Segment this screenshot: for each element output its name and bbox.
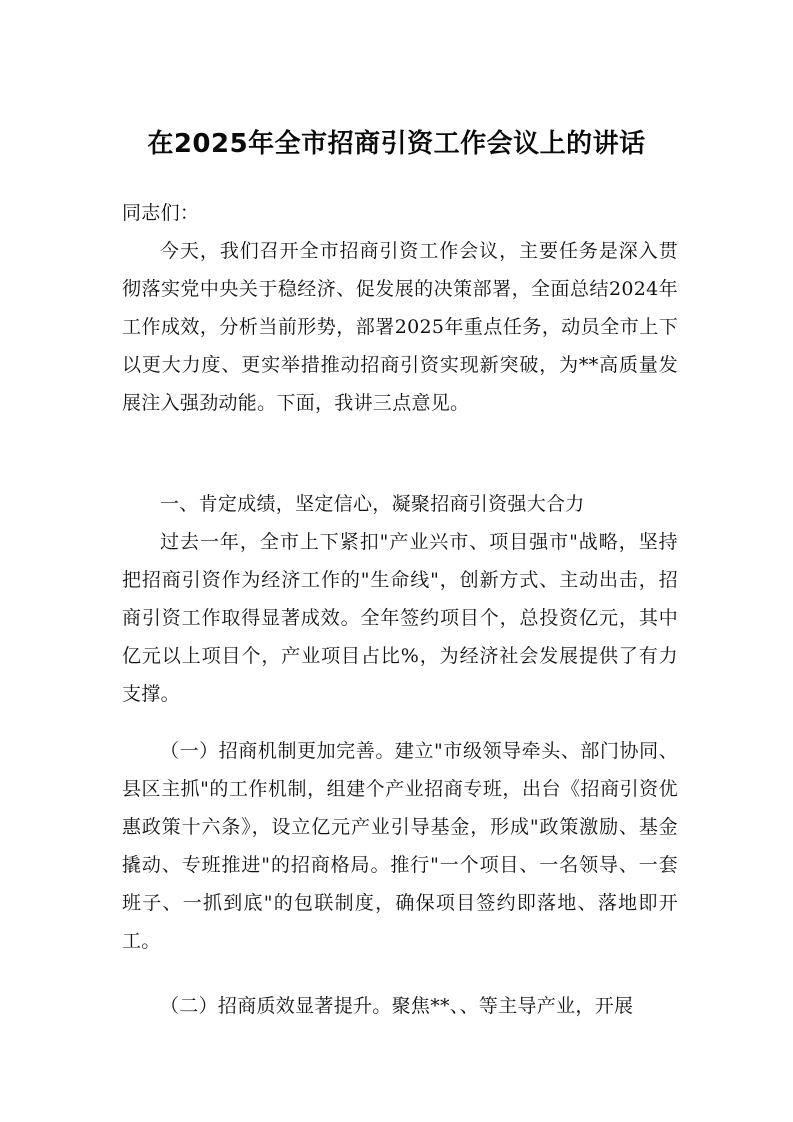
intro-paragraph: 今天，我们召开全市招商引资工作会议，主要任务是深入贯彻落实党中央关于稳经济、促发展的决策部署，全面总结2024年工作成效，分析当前形势，部署2025年重点任务，动员全市上下以更大力度、更实举措推动招商引资实现新突破，为**高质量发展注入强劲动能。下面，我讲三点意见。: [122, 240, 678, 414]
section-1-paragraph: 过去一年，全市上下紧扣"产业兴市、项目强市"战略，坚持把招商引资作为经济工作的"生命线"，创新方式、主动出击，招商引资工作取得显著成效。全年签约项目个，总投资亿元，其中亿元以上项目个，产业项目占比%，为经济社会发展提供了有力支撑。: [122, 531, 678, 705]
subsection-1-paragraph: （一）招商机制更加完善。建立"市级领导牵头、部门协同、县区主抓"的工作机制，组建个产业招商专班，出台《招商引资优惠政策十六条》，设立亿元产业引导基金，形成"政策激励、基金撬动、专班推进"的招商格局。推行"一个项目、一名领导、一套班子、一抓到底"的包联制度，确保项目签约即落地、落地即开工。: [122, 740, 678, 952]
salutation: 同志们：: [122, 202, 200, 224]
subsection-2-paragraph: （二）招商质效显著提升。聚焦**、、等主导产业，开展: [160, 995, 634, 1017]
page-title: 在2025年全市招商引资工作会议上的讲话: [147, 129, 646, 159]
section-heading-1: 一、肯定成绩，坚定信心，凝聚招商引资强大合力: [160, 493, 585, 515]
